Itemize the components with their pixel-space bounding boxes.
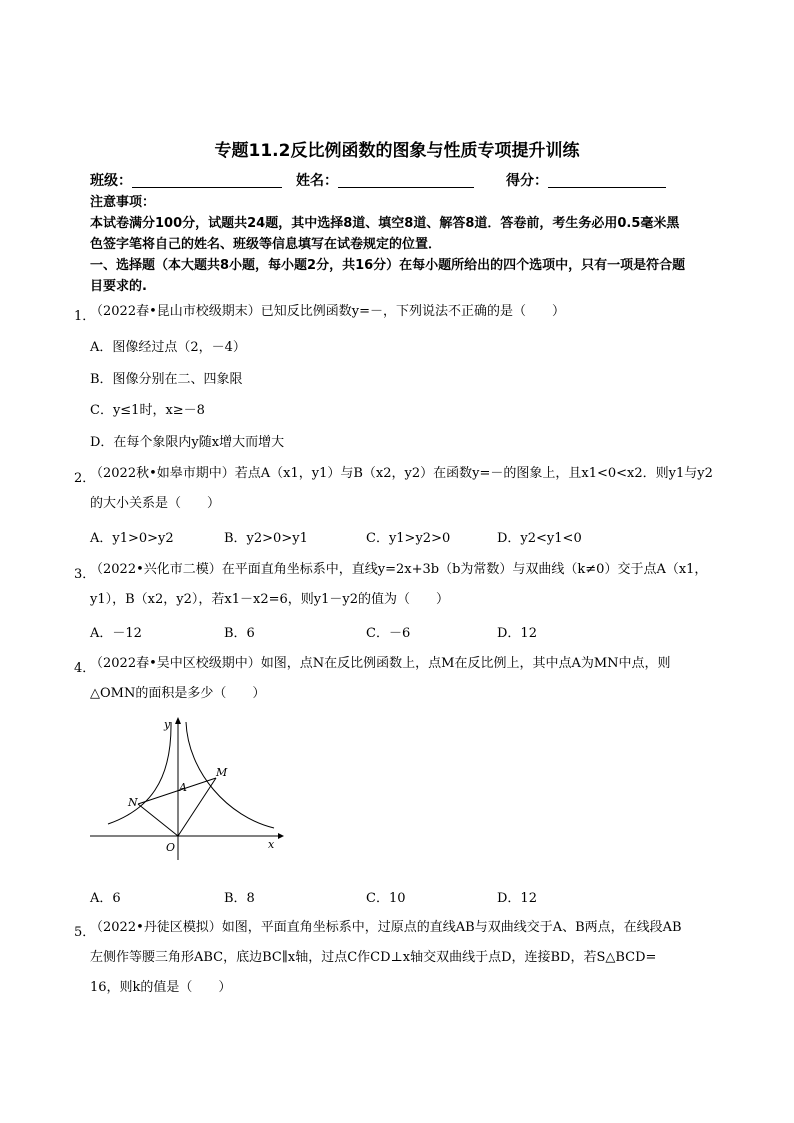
question-5-text: （2022•丹徒区模拟）如图，平面直角坐标系中，过原点的直线AB与双曲线交于A、B两点，在线段AB <box>90 920 682 935</box>
question-3-text-2: y1），B（x2，y2），若x1－x2=6，则y1－y2的值为（ ） <box>90 592 449 607</box>
q4-option-a: A．6 <box>90 891 121 906</box>
question-1-text: （2022春•昆山市校级期末）已知反比例函数y=－，下列说法不正确的是（ ） <box>90 304 565 319</box>
question-4 <box>90 649 730 709</box>
label-m: M <box>216 766 228 779</box>
y-axis-arrow <box>175 717 181 724</box>
q3-option-c: C．－6 <box>366 626 411 641</box>
question-2 <box>90 459 730 519</box>
q4-option-c: C．10 <box>366 891 406 906</box>
label-a: A <box>179 781 187 794</box>
q5-number: 5． <box>74 925 96 940</box>
q3-option-b: B．6 <box>224 626 255 641</box>
question-3-text: （2022•兴化市二模）在平面直角坐标系中，直线y=2x+3b（b为常数）与双曲线（k≠0）交于点A（x1， <box>90 562 708 577</box>
question-4-text: （2022春•吴中区校级期中）如图，点N在反比例函数上，点M在反比例上，其中点A为MN中点，则 <box>90 656 671 671</box>
q3-number: 3． <box>74 567 96 582</box>
left-hyperbola <box>108 722 171 824</box>
q4-number: 4． <box>74 661 96 676</box>
segment-on <box>138 804 178 836</box>
q2-number: 2． <box>74 471 96 486</box>
page-title: 专题11.2反比例函数的图象与性质专项提升训练 <box>214 141 580 161</box>
right-hyperbola <box>186 722 274 828</box>
q1-number: 1． <box>74 309 96 324</box>
q3-option-a: A．－12 <box>90 626 142 641</box>
question-2-text-2: 的大小关系是（ ） <box>90 496 221 511</box>
question-3 <box>90 555 730 615</box>
question-1 <box>90 297 730 327</box>
q2-option-b: B．y2>0>y1 <box>224 531 308 546</box>
q1-option-b: B．图像分别在二、四象限 <box>90 372 243 387</box>
score-field <box>506 170 666 190</box>
label-n: N <box>128 796 138 809</box>
class-blank[interactable] <box>132 173 282 188</box>
q2-option-d: D．y2<y1<0 <box>497 531 582 546</box>
notice-block <box>90 192 710 297</box>
score-label: 得分： <box>506 173 548 189</box>
name-label: 姓名： <box>296 173 338 189</box>
x-axis-arrow <box>278 833 284 839</box>
q1-option-a: A．图像经过点（2，－4） <box>90 340 246 355</box>
notice-line-2: 色签字笔将自己的姓名、班级等信息填写在试卷规定的位置． <box>90 237 442 252</box>
label-o: O <box>166 841 176 854</box>
notice-line-1: 本试卷满分100分，试题共24题，其中选择8道、填空8道、解答8道．答卷前，考生务必用0.5毫米黑 <box>90 216 680 231</box>
name-field <box>296 170 474 190</box>
question-5-text-3: 16，则k的值是（ ） <box>90 980 232 995</box>
question-4-text-2: △OMN的面积是多少（ ） <box>90 686 266 701</box>
q1-option-c: C．y≤1时，x≥－8 <box>90 403 205 418</box>
q3-option-d: D．12 <box>497 626 537 641</box>
question-5 <box>90 913 730 1003</box>
question-2-text: （2022秋•如皋市期中）若点A（x1，y1）与B（x2，y2）在函数y=－的图象上，且x1<0<x2．则y1与y2 <box>90 466 713 481</box>
score-blank[interactable] <box>548 173 666 188</box>
info-row <box>90 170 710 190</box>
q4-option-d: D．12 <box>497 891 537 906</box>
q4-figure <box>88 712 288 862</box>
class-label: 班级： <box>90 173 132 189</box>
notice-heading: 注意事项： <box>90 195 156 210</box>
name-blank[interactable] <box>338 173 474 188</box>
class-field <box>90 170 282 190</box>
q2-option-c: C．y1>y2>0 <box>366 531 451 546</box>
section-line-2: 目要求的. <box>90 279 147 294</box>
segment-mn <box>138 778 216 804</box>
q4-option-b: B．8 <box>224 891 255 906</box>
section-line-1: 一、选择题（本大题共8小题，每小题2分，共16分）在每小题所给出的四个选项中，只有一项是符合题 <box>90 258 686 273</box>
label-x: x <box>268 838 275 851</box>
q1-option-d: D．在每个象限内y随x增大而增大 <box>90 435 285 450</box>
label-y: y <box>164 718 171 731</box>
question-5-text-2: 左侧作等腰三角形ABC，底边BC∥x轴，过点C作CD⊥x轴交双曲线于点D，连接BD，若S△BCD= <box>90 950 657 965</box>
q2-option-a: A．y1>0>y2 <box>90 531 174 546</box>
